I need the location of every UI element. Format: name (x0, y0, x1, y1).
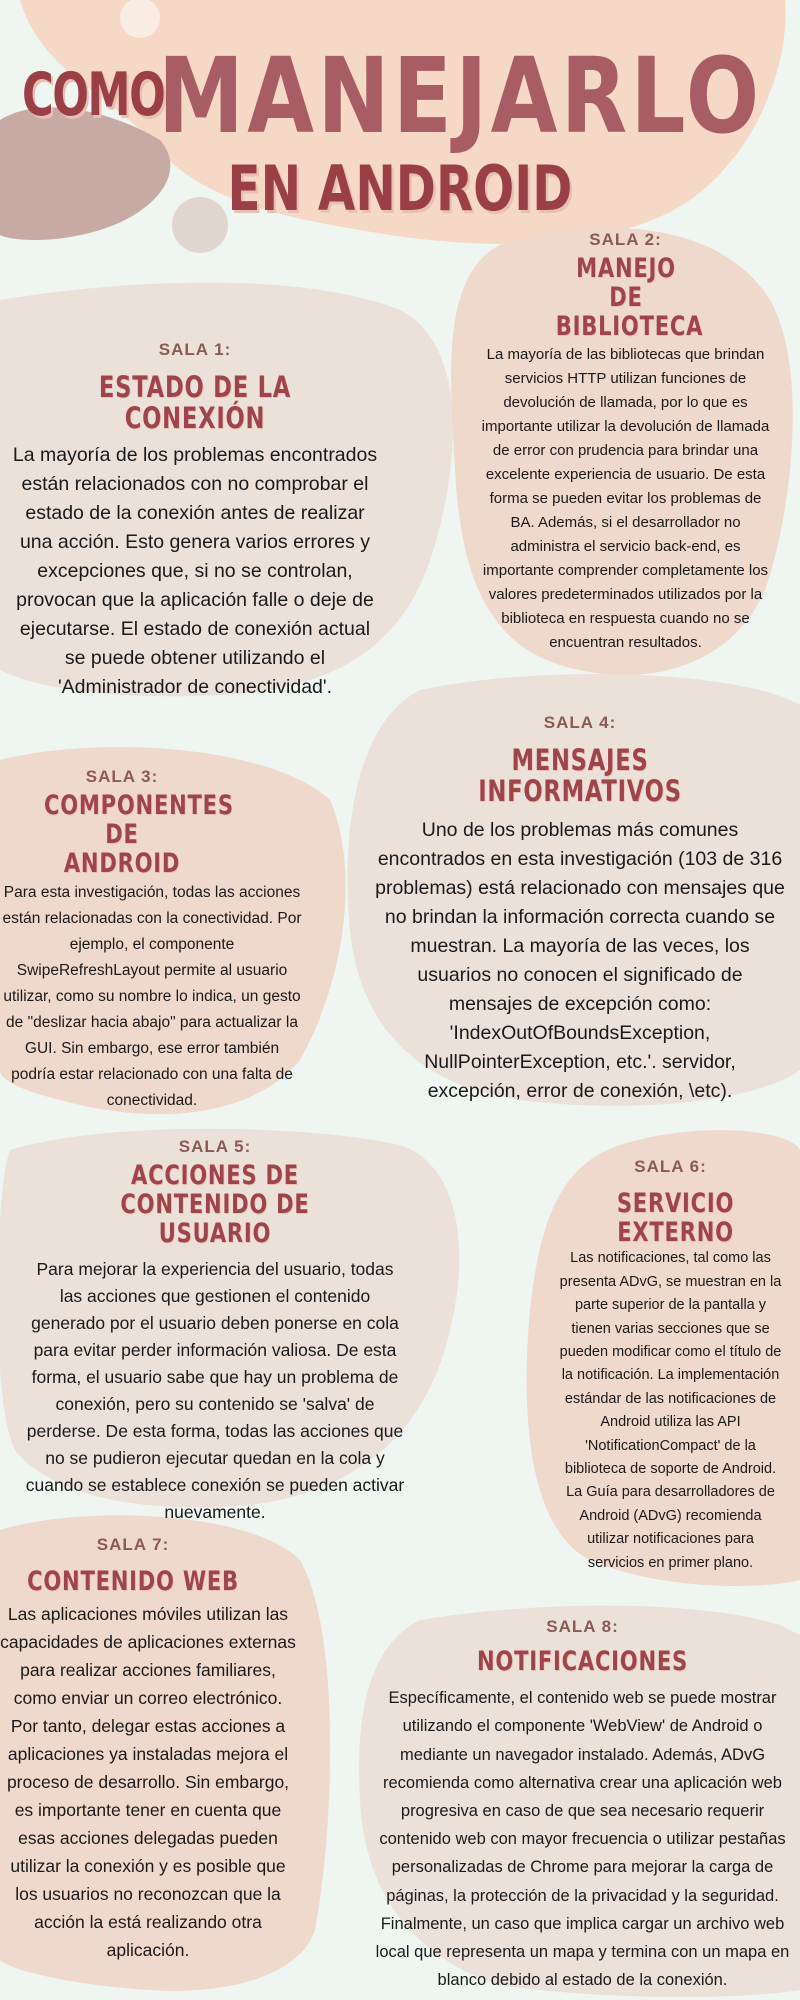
section-heading: SERVICIO EXTERNO (616, 1188, 735, 1249)
sala-label: SALA 4: (543, 713, 617, 732)
section-heading: MENSAJES INFORMATIVOS (478, 743, 682, 809)
section-sala-5 (25, 1137, 405, 1526)
section-body: Para esta investigación, todas las acciones están relacionadas con la conectividad. Por ejemplo, el componente SwipeRefreshLayout permite al usuario utilizar, como su nombre lo indica, un gesto de "deslizar hacia abajo" para actualizar la GUI. Sin embargo, ese error también podría estar relacionado con una falta de conectividad. (2, 884, 302, 1110)
section-sala-6 (548, 1157, 800, 1575)
section-body: Uno de los problemas más comunes encontrados en esta investigación (103 de 316 problemas) está relacionado con mensajes que no brindan la información correcta cuando se muestran. La mayoría de las veces, los usuarios no conocen el significado de mensajes de excepción como: 'IndexOutOfBoundsException, NullPointerException, etc.'. servidor, excepción, error de conexión, \etc). (375, 818, 785, 1102)
section-heading: NOTIFICACIONES (476, 1646, 688, 1677)
section-sala-8 (375, 1617, 790, 1994)
sala-label: SALA 7: (96, 1535, 170, 1554)
section-body: Las notificaciones, tal como las presenta ADvG, se muestran en la parte superior de la pantalla y tienen varias secciones que se pueden modificar como el título de la notificación. La implementación estándar de las notificaciones de Android utiliza las API 'NotificationCompact' de la biblioteca de soporte de Android. La Guía para desarrolladores de Android (ADvG) recomienda utilizar notificaciones para servicios en primer plano. (559, 1250, 782, 1571)
section-sala-3 (2, 767, 302, 1114)
section-sala-4 (375, 713, 785, 1106)
sala-label: SALA 8: (546, 1617, 619, 1636)
section-body: Específicamente, el contenido web se puede mostrar utilizando el componente 'WebView' de Android o mediante un navegador instalado. Además, ADvG recomienda como alternativa crear una aplicación web progresiva en caso de que sea necesario requerir contenido web con mayor frecuencia o utilizar pestañas personalizadas de Chrome para mejorar la carga de páginas, la protección de la privacidad y la seguridad. Finalmente, un caso que implica cargar un archivo web local que representa un mapa y termina con un mapa en blanco debido al estado de la conexión. (375, 1689, 790, 1990)
sala-label: SALA 5: (178, 1137, 252, 1156)
sala-label: SALA 2: (589, 230, 662, 249)
section-heading: COMPONENTES DE ANDROID (44, 790, 234, 880)
sala-label: SALA 3: (85, 767, 159, 786)
section-heading: MANEJO DE BIBLIOTECA (555, 253, 704, 343)
section-sala-7 (0, 1535, 298, 1964)
section-heading: ESTADO DE LA CONEXIÓN (98, 370, 292, 436)
sala-label: SALA 1: (158, 340, 232, 359)
section-body: La mayoría de los problemas encontrados están relacionados con no comprobar el estado de la conexión antes de realizar una acción. Esto genera varios errores y excepciones que, si no se controlan, provocan que la aplicación falle o deje de ejecutarse. El estado de conexión actual se puede obtener utilizando el 'Administrador de conectividad'. (12, 443, 378, 698)
title-area (0, 0, 800, 240)
section-heading: CONTENIDO WEB (27, 1566, 239, 1597)
section-body: Las aplicaciones móviles utilizan las capacidades de aplicaciones externas para realizar acciones familiares, como enviar un correo electrónico. Por tanto, delegar estas acciones a aplicaciones ya instaladas mejora el proceso de desarrollo. Sin embargo, es importante tener en cuenta que esas acciones delegadas pueden utilizar la conexión y es posible que los usuarios no reconozcan que la acción la está realizando otra aplicación. (0, 1604, 296, 1961)
section-heading: ACCIONES DE CONTENIDO DE USUARIO (120, 1160, 310, 1250)
title-subtitle: EN ANDROID (227, 152, 573, 225)
section-body: Para mejorar la experiencia del usuario, todas las acciones que gestionen el contenido generado por el usuario deben ponerse en cola para evitar perder información valiosa. De esta forma, el usuario sabe que hay un problema de conexión, pero su contenido se 'salva' de perderse. De esta forma, todas las acciones que no se pudieron ejecutar quedan en la cola y cuando se establece conexión se pueden activar nuevamente. (25, 1259, 405, 1523)
title-main: MANEJARLO (158, 35, 763, 157)
title-prefix: COMO (22, 60, 165, 130)
section-sala-2 (478, 230, 773, 655)
sala-label: SALA 6: (634, 1157, 707, 1176)
section-body: La mayoría de las bibliotecas que brindan servicios HTTP utilizan funciones de devolución de llamada, por lo que es importante utilizar la devolución de llamada de error con prudencia para brindar una excelente experiencia de usuario. De esta forma se pueden evitar los problemas de BA. Además, si el desarrollador no administra el servicio back-end, es importante comprender completamente los valores predeterminados utilizados por la biblioteca en respuesta cuando no se encuentran resultados. (481, 346, 770, 652)
section-sala-1 (10, 340, 380, 702)
